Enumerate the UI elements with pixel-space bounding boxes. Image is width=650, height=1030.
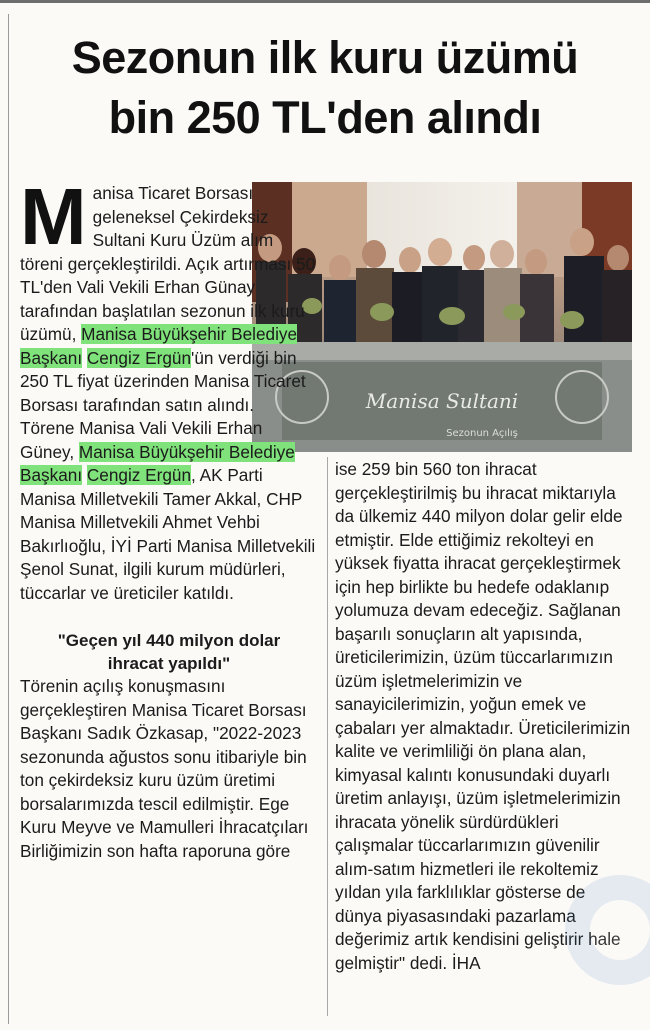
body-right-paragraph: ise 259 bin 560 ton ihracat gerçekleştirilmiş bu ihracat miktarıyla da ülkemiz 440 milyon dolar gelir elde etmiştir. Elde ettiğimiz rekolteyi en yüksek fiyatta ihracat gerçekleştirmek için hep birlikte bu hedefe odaklanıp yolumuza devam edeceğiz. Sağlanan başarılı sonuçların alt yapısında, üreticilerimizin, üzüm tüccarlarımızın üzüm işletmelerimizin ve sanayicilerimizin, yoğun emek ve çabaları yer almaktadır. Üreticilerimizin kalite ve verimliliği ön plana alan, kimyasal kalıntı konusundaki duyarlı üretim anlayışı, üzüm işletmelerimizin ihracata yönelik sürdürdükleri çalışmalar tüccarlarımızın güvenilir alım-satım hizmetleri ile rekoltemiz yıldan yıla farklılıklar gösterse de dünya piyasasındaki pazarlama değerimiz artık kendisini geliştirir hale gelmiştir" dedi. İHA: [335, 459, 631, 973]
top-rule: [0, 0, 650, 3]
column-divider: [327, 457, 328, 1016]
intro-text-a: anisa Ticaret Borsası geleneksel Çekirdeksiz Sultani Kuru Üzüm alım töreni gerçekleştirildi. Açık artırması 50 TL'den Vali Vekili Erhan Günay tarafından başlatılan sezonun ilk kuru üzümü,: [20, 183, 316, 344]
body-left-paragraph: Törenin açılış konuşmasını gerçekleştiren Manisa Ticaret Borsası Başkanı Sadık Özkasap, "2022-2023 sezonunda ağustos sonu itibariyle bin ton çekirdeksiz kuru üzüm üretimi borsalarımızda tescil edilmiştir. Ege Kuru Meyve ve Mamulleri İhracatçıları Birliğimizin son hafta raporuna göre: [20, 676, 309, 861]
attendees-text-a: Törene Manisa Vali Vekili Erhan Güney,: [20, 418, 263, 462]
banner-subtext: Sezonun Açılış: [446, 428, 518, 439]
article-headline: [10, 28, 640, 148]
headline-line-2: bin 250 TL'den alındı: [108, 92, 542, 143]
left-border-rule: [8, 14, 9, 1024]
highlight-name-2: Cengiz Ergün: [86, 465, 192, 485]
headline-line-1: Sezonun ilk kuru üzümü: [71, 32, 579, 83]
drop-cap: M: [20, 172, 87, 261]
banner-text: Manisa Sultani: [365, 389, 519, 413]
intro-paragraph: [20, 172, 318, 417]
left-column: [20, 172, 318, 863]
highlight-title: Manisa Büyükşehir Belediye Başkanı: [20, 324, 298, 368]
attendees-paragraph: [20, 417, 318, 605]
agency-logo-watermark: [560, 860, 650, 1030]
highlight-name: Cengiz Ergün: [86, 347, 192, 368]
highlight-title-2: Manisa Büyükşehir Belediye Başkanı: [20, 441, 295, 485]
attendees-text-b: , AK Parti Manisa Milletvekili Tamer Akkal, CHP Manisa Milletvekili Ahmet Vehbi Bakırlıoğlu, İYİ Parti Manisa Milletvekili Şenol Sunat, ilgili kurum müdürleri, tüccarlar ve üreticiler katıldı.: [20, 465, 316, 603]
intro-text-b: 'ün verdiği bin 250 TL fiyat üzerinden Manisa Ticaret Borsası tarafından satın alındı.: [20, 347, 306, 415]
section-subhead: "Geçen yıl 440 milyon dolar ihracat yapıldı": [57, 631, 281, 673]
